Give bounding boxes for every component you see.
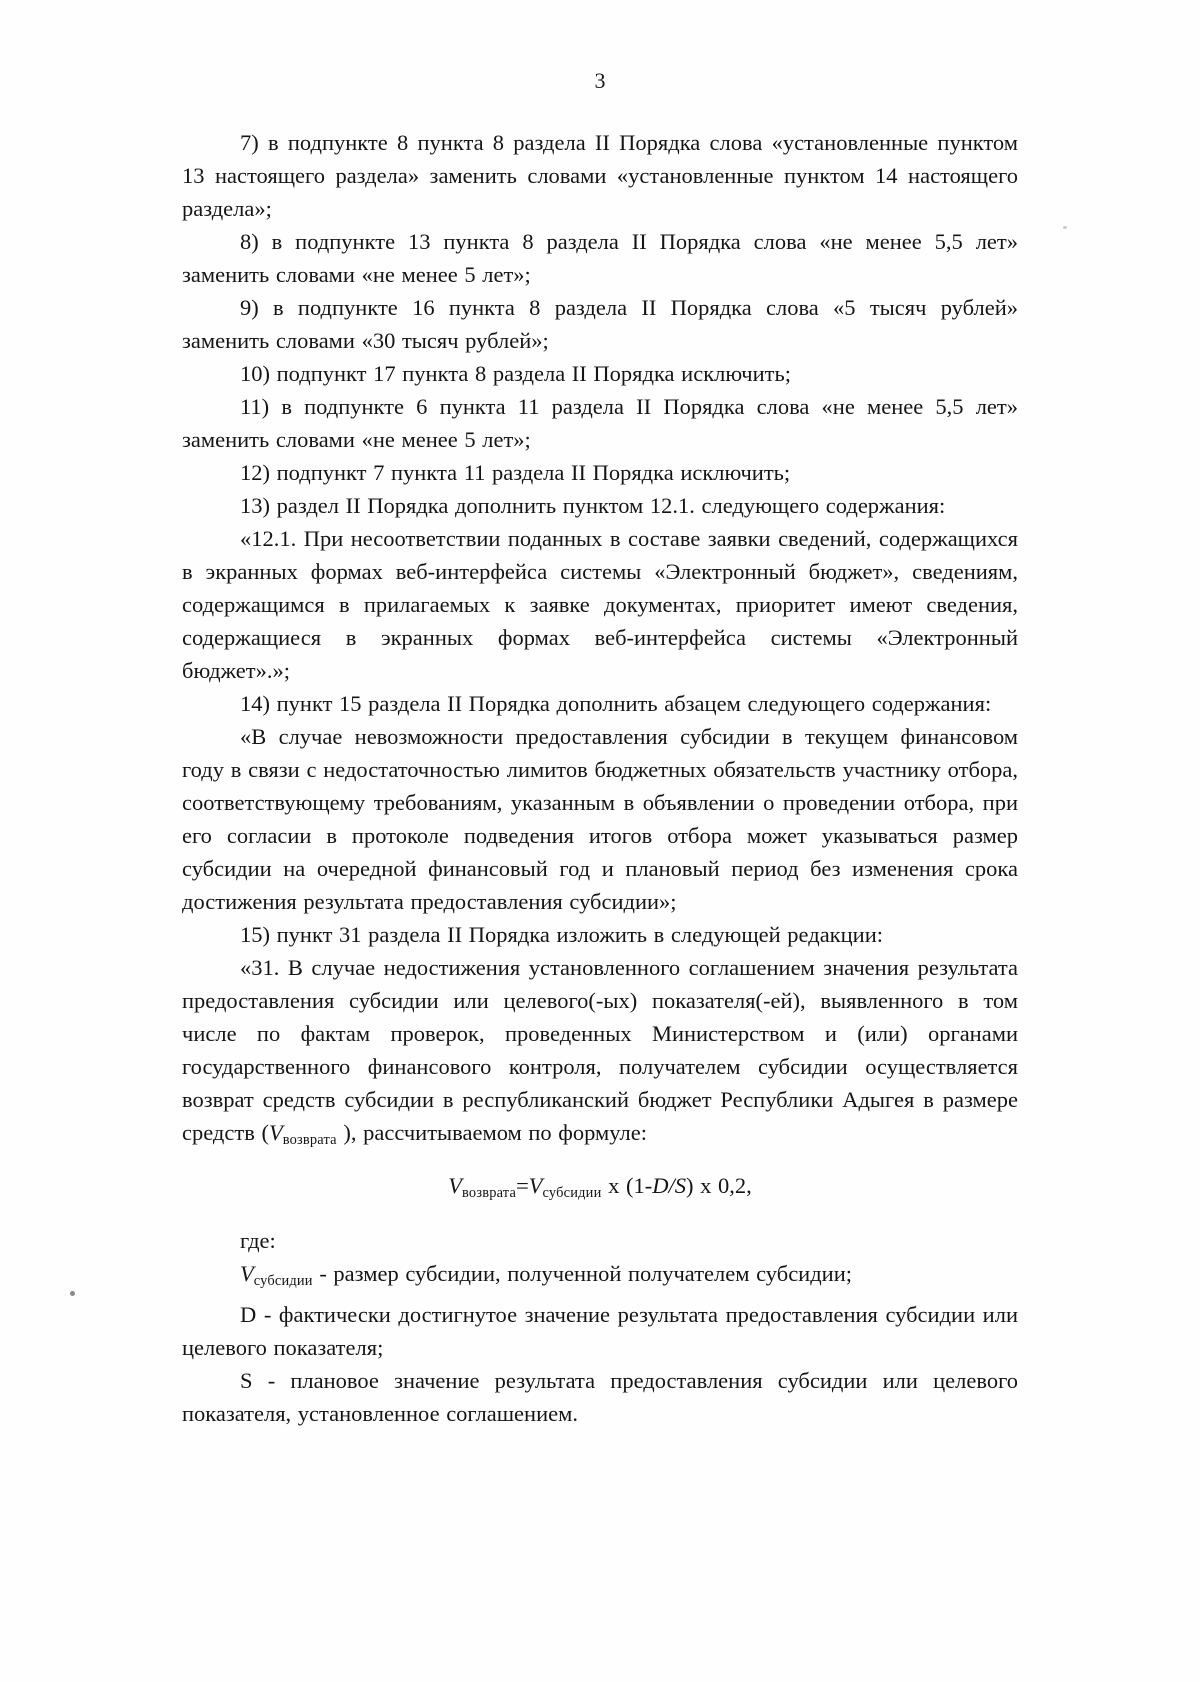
page-number: 3 (594, 68, 606, 93)
paragraph-8: «12.1. При несоответствии поданных в составе заявки сведений, содержащихся в экранных формах веб-интерфейса системы «Электронный бюджет», сведениям, содержащимся в прилагаемых к заявке документах, приоритет имеют сведения, содержащиеся в экранных формах веб-интерфейса системы «Электронный бюджет».»; (182, 526, 1018, 683)
paragraph-5: 11) в подпункте 6 пункта 11 раздела II Порядка слова «не менее 5,5 лет» заменить словами «не менее 5 лет»; (182, 394, 1018, 452)
scan-speck (70, 1291, 75, 1296)
paragraph-16: D - фактически достигнутое значение результата предоставления субсидии или целевого показателя; (182, 1302, 1018, 1361)
paragraph-9: 14) пункт 15 раздела II Порядка дополнить абзацем следующего содержания: (240, 691, 992, 716)
paragraph-11: 15) пункт 31 раздела II Порядка изложить в следующей редакции: (240, 922, 883, 947)
paragraph-6: 12) подпункт 7 пункта 11 раздела II Порядка исключить; (240, 460, 791, 485)
scan-speck (1063, 226, 1067, 229)
paragraph-4: 10) подпункт 17 пункта 8 раздела II Порядка исключить; (240, 361, 792, 386)
paragraph-7: 13) раздел II Порядка дополнить пунктом 12.1. следующего содержания: (240, 493, 946, 518)
paragraph-12: «31. В случае недостижения установленного соглашением значения результата предоставления субсидии или целевого(-ых) показателя(-ей), выявленного в том числе по фактам проверок, проведенных Министерством и (или) органами государственного финансового контроля, получателем субсидии осуществляется возврат средств субсидии в республиканский бюджет Республики Адыгея в размере средств ($V_{возврата}$ ), рассчитываемом по формуле: (182, 955, 1018, 1149)
paragraph-14: где: (240, 1228, 276, 1254)
paragraph-3: 9) в подпункте 16 пункта 8 раздела II Порядка слова «5 тысяч рублей» заменить словами «30 тысяч рублей»; (182, 295, 1018, 353)
formula-line: $V_{возврата}=V_{субсидии}$ x (1-D/S) x 0,2, (448, 1173, 752, 1202)
document-body (182, 126, 1018, 1430)
paragraph-2: 8) в подпункте 13 пункта 8 раздела II Порядка слова «не менее 5,5 лет» заменить словами «не менее 5 лет»; (182, 229, 1018, 287)
paragraph-17: S - плановое значение результата предоставления субсидии или целевого показателя, установленное соглашением. (182, 1368, 1018, 1427)
paragraph-15: $V_{субсидии}$ - размер субсидии, полученной получателем субсидии; (240, 1261, 852, 1290)
paragraph-1: 7) в подпункте 8 пункта 8 раздела II Порядка слова «установленные пунктом 13 настоящего раздела» заменить словами «установленные пунктом 14 настоящего раздела»; (182, 130, 1018, 221)
paragraph-10: «В случае невозможности предоставления субсидии в текущем финансовом году в связи с недостаточностью лимитов бюджетных обязательств участнику отбора, соответствующему требованиям, указанным в объявлении о проведении отбора, при его согласии в протоколе подведения итогов отбора может указываться размер субсидии на очередной финансовый год и плановый период без изменения срока достижения результата предоставления субсидии»; (182, 724, 1018, 914)
